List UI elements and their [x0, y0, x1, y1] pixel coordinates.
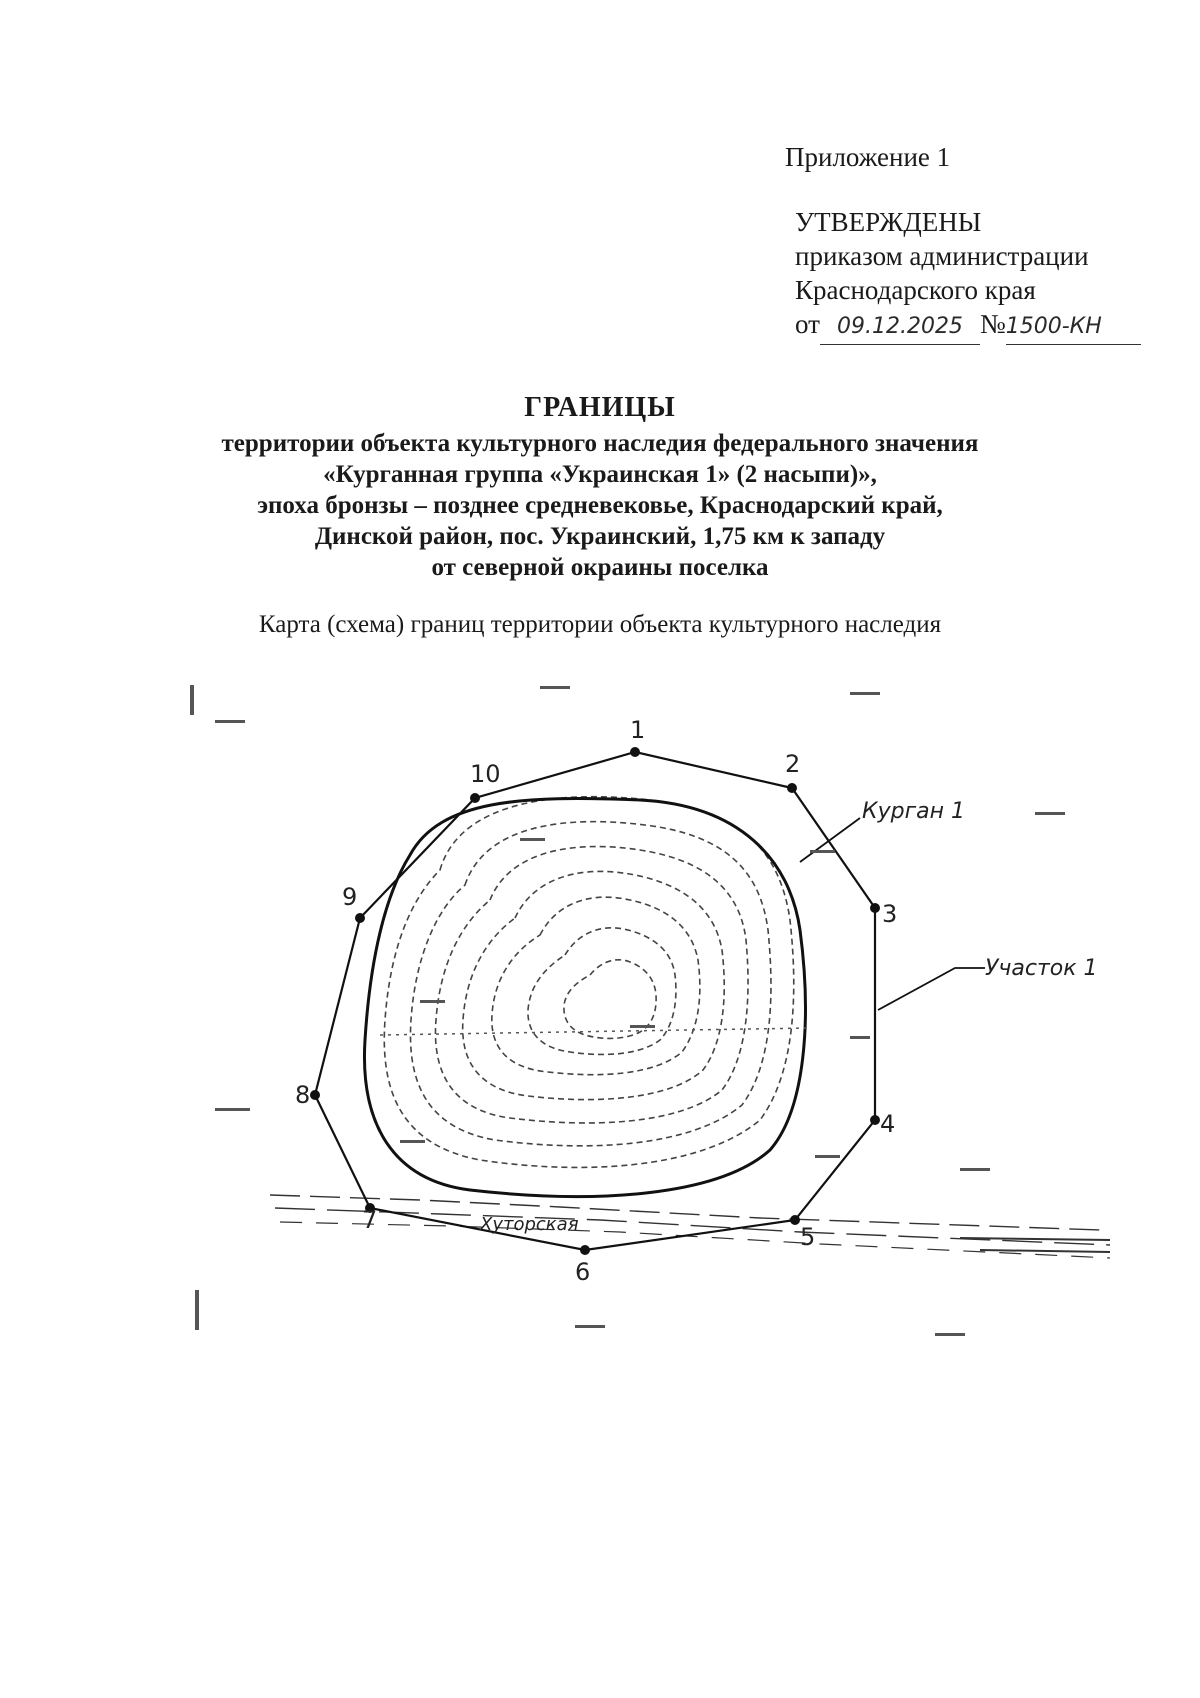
approved-title: УТВЕРЖДЕНЫ	[795, 207, 982, 237]
vertex-label-10: 10	[470, 760, 501, 788]
vertex-label-5: 5	[800, 1223, 816, 1251]
mound-outline	[364, 799, 805, 1197]
vertex-4	[870, 1115, 880, 1125]
road-lines	[270, 1195, 1110, 1258]
subtitle-line-1: территории объекта культурного наследия федерального значения	[221, 430, 979, 457]
approved-line-3: Краснодарского края	[795, 275, 1036, 305]
mound-leader-line	[800, 818, 860, 862]
subtitle-line-2: «Курганная группа «Украинская 1» (2 насыпи)»,	[323, 461, 877, 488]
plot-leader-line	[878, 968, 985, 1010]
vertex-10	[470, 793, 480, 803]
vertex-9	[355, 913, 365, 923]
order-date: 09.12.2025	[820, 310, 980, 345]
order-number: 1500-КН	[1006, 310, 1141, 345]
vertex-5	[790, 1215, 800, 1225]
map-caption: Карта (схема) границ территории объекта культурного наследия	[258, 611, 942, 638]
vertex-1	[630, 747, 640, 757]
vertex-label-3: 3	[882, 900, 898, 928]
number-prefix: №	[979, 309, 1006, 339]
survey-marks	[190, 685, 1065, 1336]
mound-label: Курган 1	[862, 799, 966, 824]
vertex-label-9: 9	[342, 883, 358, 911]
road-label: Хуторская	[480, 1214, 579, 1235]
approved-line-2: приказом администрации	[795, 241, 1089, 271]
document-title: ГРАНИЦЫ	[524, 392, 676, 423]
vertex-label-6: 6	[575, 1258, 591, 1286]
mound-contours	[384, 797, 793, 1168]
vertex-6	[580, 1245, 590, 1255]
plot-label: Участок 1	[985, 956, 1098, 981]
date-prefix: от	[795, 309, 820, 339]
vertex-3	[870, 903, 880, 913]
vertex-label-8: 8	[295, 1081, 311, 1109]
vertex-2	[787, 783, 797, 793]
boundary-vertices	[310, 747, 880, 1255]
subtitle-line-5: от северной окраины поселка	[431, 554, 769, 581]
vertex-label-7: 7	[362, 1206, 378, 1234]
appendix-label: Приложение 1	[785, 142, 951, 172]
boundary-polygon	[315, 752, 875, 1250]
vertex-label-2: 2	[785, 750, 801, 778]
subtitle-line-4: Динской район, пос. Украинский, 1,75 км к западу	[314, 523, 886, 550]
vertex-label-1: 1	[630, 716, 646, 744]
vertex-8	[310, 1090, 320, 1100]
vertex-label-4: 4	[880, 1110, 896, 1138]
subtitle-line-3: эпоха бронзы – позднее средневековье, Краснодарский край,	[257, 492, 943, 519]
